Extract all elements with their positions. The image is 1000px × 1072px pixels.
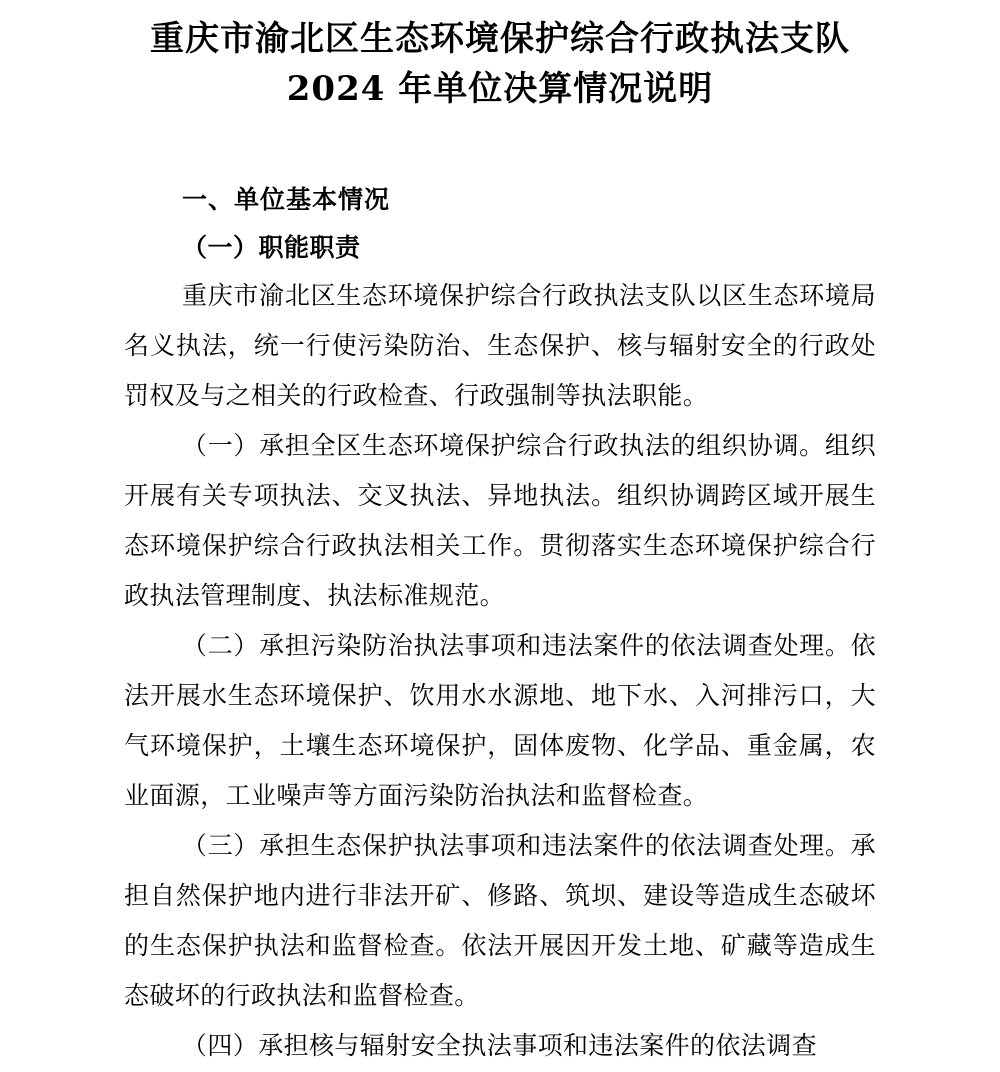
title-line-2: 2024 年单位决算情况说明 [286, 69, 714, 109]
paragraph-intro: 重庆市渝北区生态环境保护综合行政执法支队以区生态环境局名义执法，统一行使污染防治、生态保护、核与辐射安全的行政处罚权及与之相关的行政检查、行政强制等执法职能。 [124, 283, 876, 410]
title-spacer [124, 114, 876, 176]
paragraph-item-2: （二）承担污染防治执法事项和违法案件的依法调查处理。依法开展水生态环境保护、饮用水水源地、地下水、入河排污口，大气环境保护，土壤生态环境保护，固体废物、化学品、重金属，农业面源，工业噪声等方面污染防治执法和监督检查。 [124, 633, 876, 810]
title-line-1: 重庆市渝北区生态环境保护综合行政执法支队 [150, 19, 850, 59]
paragraph-item-1: （一）承担全区生态环境保护综合行政执法的组织协调。组织开展有关专项执法、交叉执法、异地执法。组织协调跨区域开展生态环境保护综合行政执法相关工作。贯彻落实生态环境保护综合行政执法管理制度、执法标准规范。 [124, 433, 876, 610]
section-heading-unit-overview: 一、单位基本情况 [182, 185, 391, 214]
paragraph-item-4: （四）承担核与辐射安全执法事项和违法案件的依法调查 [182, 1033, 818, 1060]
sub-heading-duties: （一）职能职责 [182, 233, 361, 262]
paragraph-item-3: （三）承担生态保护执法事项和违法案件的依法调查处理。承担自然保护地内进行非法开矿、修路、筑坝、建设等造成生态破坏的生态保护执法和监督检查。依法开展因开发土地、矿藏等造成生态破坏的行政执法和监督检查。 [124, 833, 876, 1010]
page-title [124, 14, 876, 114]
